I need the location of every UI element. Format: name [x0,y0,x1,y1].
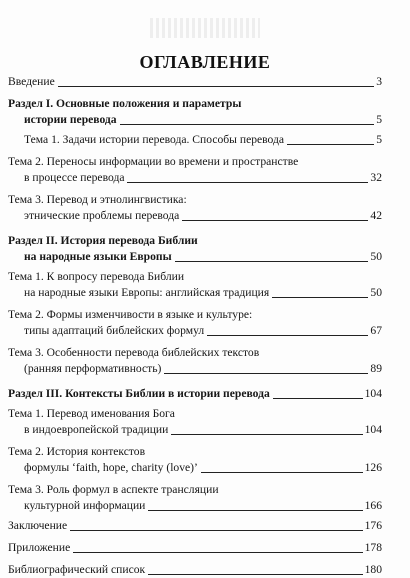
leader-line [127,182,368,183]
page-number: 176 [364,519,382,532]
page-number: 5 [376,133,382,146]
toc-section-entry [8,233,382,265]
toc-entry-text: Тема 1. Перевод именования Бога [8,407,175,420]
toc-entry-text: формулы ‘faith, hope, charity (love)’ [24,461,198,474]
leader-line [272,297,368,298]
toc-topic-entry [8,269,382,301]
page-number: 5 [376,113,382,126]
page-number: 166 [364,499,382,512]
page-number: 89 [370,362,382,375]
toc-topic-entry [8,307,382,339]
toc-topic-entry [8,406,382,438]
page-number: 104 [364,387,382,400]
toc-entry-text: Тема 2. История контекстов [8,445,146,458]
toc-topic-entry [8,345,382,377]
leader-line [171,434,362,435]
toc-entry-text: истории перевода [24,113,117,126]
toc-section-entry [8,96,382,128]
toc-title: ОГЛАВЛЕНИЕ [139,52,271,72]
page-number: 104 [364,423,382,436]
toc-topic-entry [8,192,382,224]
page-number: 32 [370,171,382,184]
toc-entry-text: (ранняя перформативность) [24,362,162,375]
leader-line [58,86,374,87]
toc-entry-text: культурной информации [24,499,146,512]
page-number: 50 [370,250,382,263]
toc-entry-text: в процессе перевода [24,171,125,184]
toc-entry-text: на народные языки Европы: английская традиция [24,286,270,299]
toc-entry [8,540,382,556]
leader-line [148,510,362,511]
leader-line [287,144,374,145]
toc-entry-text: Тема 2. Переносы информации во времени и пространстве [8,155,299,168]
page-number: 67 [370,324,382,337]
toc-entry-text: Тема 2. Формы изменчивости в языке и культуре: [8,308,253,321]
toc-topic-entry [8,154,382,186]
leader-line [164,373,368,374]
page-number: 126 [364,461,382,474]
toc-entry-text: Библиографический список [8,563,146,576]
toc-entry [8,74,382,90]
toc-entry-text: Раздел I. Основные положения и параметры [8,97,242,110]
toc-entry-text: Тема 1. К вопросу перевода Библии [8,270,185,283]
page-number: 50 [370,286,382,299]
toc-entry-text: типы адаптаций библейских формул [24,324,205,337]
toc-entry-text: Тема 3. Перевод и этнолингвистика: [8,193,187,206]
leader-line [73,552,362,553]
table-of-contents [8,74,382,578]
leader-line [148,574,362,575]
page-number: 3 [376,75,382,88]
faded-print-mark [150,18,260,38]
toc-entry-text: Приложение [8,541,71,554]
toc-entry-text: Введение [8,75,55,88]
toc-section-entry [8,386,382,402]
leader-line [182,220,368,221]
toc-topic-entry [8,132,382,148]
toc-entry-text: на народные языки Европы [24,250,172,263]
toc-entry-text: в индоевропейской традиции [24,423,169,436]
leader-line [273,398,363,399]
toc-topic-entry [8,444,382,476]
toc-entry-text: Заключение [8,519,68,532]
toc-entry [8,518,382,534]
toc-entry-text: Раздел III. Контексты Библии в истории перевода [8,387,270,400]
leader-line [207,335,368,336]
toc-entry-text: Тема 1. Задачи истории перевода. Способы перевода [24,133,285,146]
leader-line [201,472,363,473]
toc-entry-text: Тема 3. Роль формул в аспекте трансляции [8,483,219,496]
leader-line [70,530,362,531]
page-number: 42 [370,209,382,222]
toc-entry-text: Раздел II. История перевода Библии [8,234,198,247]
toc-topic-entry [8,482,382,514]
leader-line [120,124,375,125]
leader-line [175,261,369,262]
toc-entry-text: Тема 3. Особенности перевода библейских текстов [8,346,260,359]
page-number: 180 [364,563,382,576]
toc-entry [8,562,382,578]
page-number: 178 [364,541,382,554]
toc-entry-text: этнические проблемы перевода [24,209,180,222]
